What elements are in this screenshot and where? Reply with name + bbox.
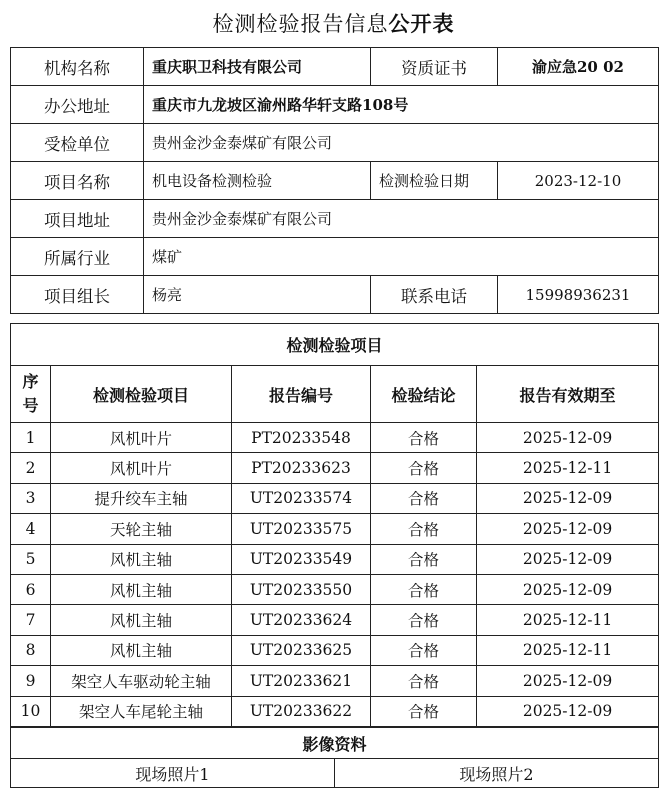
- date-label: 检测检验日期: [371, 162, 498, 200]
- addr-label: 办公地址: [11, 86, 144, 124]
- row-result: 合格: [371, 635, 477, 665]
- table-row: [11, 483, 659, 513]
- inspected-value: 贵州金沙金泰煤矿有限公司: [144, 124, 659, 162]
- row-report: UT20233624: [232, 605, 371, 635]
- row-result: 合格: [371, 696, 477, 726]
- row-result: 合格: [371, 423, 477, 453]
- row-item: 风机主轴: [51, 544, 232, 574]
- row-report: UT20233621: [232, 666, 371, 696]
- row-report: UT20233622: [232, 696, 371, 726]
- row-item: 天轮主轴: [51, 514, 232, 544]
- info-row: [11, 238, 659, 276]
- leader-label: 项目组长: [11, 276, 144, 314]
- row-result: 合格: [371, 666, 477, 696]
- info-row: [11, 162, 659, 200]
- info-row: [11, 124, 659, 162]
- row-valid: 2025-12-11: [477, 453, 659, 483]
- header-result: 检验结论: [371, 366, 477, 423]
- row-valid: 2025-12-09: [477, 696, 659, 726]
- row-report: UT20233575: [232, 514, 371, 544]
- row-seq: 4: [11, 514, 51, 544]
- row-result: 合格: [371, 574, 477, 604]
- header-valid: 报告有效期至: [477, 366, 659, 423]
- info-table: [10, 47, 659, 314]
- header-seq: 序号: [11, 366, 51, 423]
- row-valid: 2025-12-09: [477, 574, 659, 604]
- row-item: 风机叶片: [51, 423, 232, 453]
- row-result: 合格: [371, 544, 477, 574]
- row-valid: 2025-12-09: [477, 544, 659, 574]
- title-main: 检测检验报告信息: [212, 12, 389, 36]
- row-report: UT20233550: [232, 574, 371, 604]
- row-item: 风机主轴: [51, 574, 232, 604]
- row-item: 架空人车驱动轮主轴: [51, 666, 232, 696]
- cert-value: 渝应急20 02: [498, 48, 659, 86]
- row-seq: 8: [11, 635, 51, 665]
- row-report: UT20233625: [232, 635, 371, 665]
- row-item: 风机叶片: [51, 453, 232, 483]
- row-report: UT20233574: [232, 483, 371, 513]
- row-item: 风机主轴: [51, 605, 232, 635]
- row-seq: 7: [11, 605, 51, 635]
- row-seq: 6: [11, 574, 51, 604]
- row-result: 合格: [371, 453, 477, 483]
- row-item: 提升绞车主轴: [51, 483, 232, 513]
- table-row: [11, 514, 659, 544]
- photo1-label: 现场照片1: [11, 759, 335, 788]
- row-valid: 2025-12-09: [477, 514, 659, 544]
- industry-value: 煤矿: [144, 238, 659, 276]
- leader-value: 杨亮: [144, 276, 371, 314]
- items-table: [10, 323, 659, 727]
- media-section-title: 影像资料: [11, 728, 659, 759]
- page-title: [0, 8, 667, 38]
- row-result: 合格: [371, 605, 477, 635]
- cert-label: 资质证书: [371, 48, 498, 86]
- table-row: [11, 635, 659, 665]
- info-row: [11, 86, 659, 124]
- row-result: 合格: [371, 514, 477, 544]
- info-row: [11, 48, 659, 86]
- project-label: 项目名称: [11, 162, 144, 200]
- table-row: [11, 605, 659, 635]
- row-valid: 2025-12-09: [477, 666, 659, 696]
- table-row: [11, 544, 659, 574]
- date-value: 2023-12-10: [498, 162, 659, 200]
- project-addr-label: 项目地址: [11, 200, 144, 238]
- inspected-label: 受检单位: [11, 124, 144, 162]
- row-report: PT20233548: [232, 423, 371, 453]
- table-row: [11, 453, 659, 483]
- project-value: 机电设备检测检验: [144, 162, 371, 200]
- info-row: [11, 276, 659, 314]
- row-report: UT20233549: [232, 544, 371, 574]
- header-item: 检测检验项目: [51, 366, 232, 423]
- row-valid: 2025-12-11: [477, 605, 659, 635]
- addr-value: 重庆市九龙坡区渝州路华轩支路108号: [144, 86, 659, 124]
- row-valid: 2025-12-09: [477, 483, 659, 513]
- project-addr-value: 贵州金沙金泰煤矿有限公司: [144, 200, 659, 238]
- org-label: 机构名称: [11, 48, 144, 86]
- row-report: PT20233623: [232, 453, 371, 483]
- phone-label: 联系电话: [371, 276, 498, 314]
- table-row: [11, 696, 659, 726]
- row-item: 风机主轴: [51, 635, 232, 665]
- header-report: 报告编号: [232, 366, 371, 423]
- row-seq: 5: [11, 544, 51, 574]
- phone-value: 15998936231: [498, 276, 659, 314]
- info-row: [11, 200, 659, 238]
- org-value: 重庆职卫科技有限公司: [144, 48, 371, 86]
- table-row: [11, 666, 659, 696]
- items-header-row: [11, 366, 659, 423]
- photo2-label: 现场照片2: [335, 759, 659, 788]
- row-seq: 3: [11, 483, 51, 513]
- media-table: [10, 727, 659, 788]
- row-seq: 10: [11, 696, 51, 726]
- table-row: [11, 574, 659, 604]
- row-seq: 9: [11, 666, 51, 696]
- row-valid: 2025-12-09: [477, 423, 659, 453]
- row-seq: 1: [11, 423, 51, 453]
- row-valid: 2025-12-11: [477, 635, 659, 665]
- items-section-title: 检测检验项目: [11, 324, 659, 366]
- industry-label: 所属行业: [11, 238, 144, 276]
- row-seq: 2: [11, 453, 51, 483]
- title-suffix: 公开表: [388, 11, 455, 36]
- row-item: 架空人车尾轮主轴: [51, 696, 232, 726]
- table-row: [11, 423, 659, 453]
- row-result: 合格: [371, 483, 477, 513]
